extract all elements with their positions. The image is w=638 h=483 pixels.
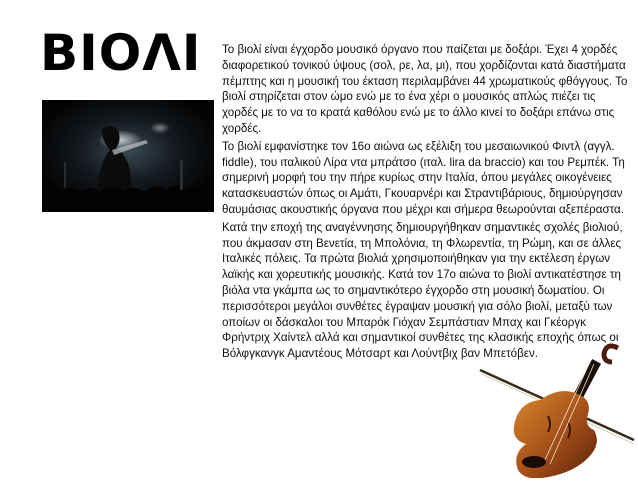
paragraph-description: Το βιολί είναι έγχορδο μουσικό όργανο που παίζεται με δοξάρι. Έχει 4 χορδές διαφορετικού τονικού ύψους (σολ, ρε, λα, μι), που χορδίζονται κατά διαστήματα πέμπτης και η μουσική του έκταση περιλαμβάνει 44 χρωματικούς φθόγγους. Το βιολί στηρίζεται στον ώμο ενώ με το ένα χέρι ο μουσικός απλώς πιέζει τις χορδές με το να το κρατά καθόλου ενώ με το άλλο κινεί το δοξάρι επάνω στις χορδές.	[222, 43, 628, 135]
concert-photo	[42, 100, 214, 212]
violin-image	[470, 340, 638, 478]
slide-title: ΒΙΟΛΙ	[40, 24, 202, 82]
paragraph-renaissance: Κατά την εποχή της αναγέννησης δημιουργήθηκαν σημαντικές σχολές βιολιού, που άκμασαν στη Βενετία, τη Μπολόνια, τη Φλωρεντία, τη Ρώμη, και σε άλλες Ιταλικές πόλεις. Τα πρώτα βιολιά χρησιμοποιήθηκαν για την εκτέλεση έργων λαϊκής και χορευτικής μουσικής. Κατά τον 17ο αιώνα το βιολί αντικατέστησε τη βιόλα ντα γκάμπα ως το σημαντικότερο έγχορδο στη μουσική δωματίου. Οι περισσότεροι μεγάλοι συνθέτες έγραψαν μουσική για σόλο βιολί, μεταξύ των οποίων οι δάσκαλοι του Μπαρόκ Γιόχαν Σεμπάστιαν Μπαχ και Γκέοργκ Φρήντριχ Χαίντελ αλλά και σημαντικοί συνθέτες της κλασικής εποχής όπως οι Βόλφγκανγκ Αμαντέους Μότσαρτ και Λούντβιχ βαν Μπετόβεν.	[222, 220, 623, 361]
paragraph-history: Το βιολί εμφανίστηκε τον 16ο αιώνα ως εξέλιξη του μεσαιωνικού Φιντλ (αγγλ. fiddle), του ιταλικού Λίρα ντα μπράτσο (ιταλ. lira da braccio) και του Ρεμπέκ. Τη σημερινή μορφή του την πήρε κυρίως στην Ιταλία, όπου μεγάλες οικογένειες κατασκευαστών όπως οι Αμάτι, Γκουαρνέρι και Στραντιβάριους, δημιούργησαν θαυμάσιας ακουστικής όργανα που μέχρι και σήμερα θεωρούνται αξεπέραστα.	[222, 139, 625, 216]
body-text	[222, 42, 634, 364]
